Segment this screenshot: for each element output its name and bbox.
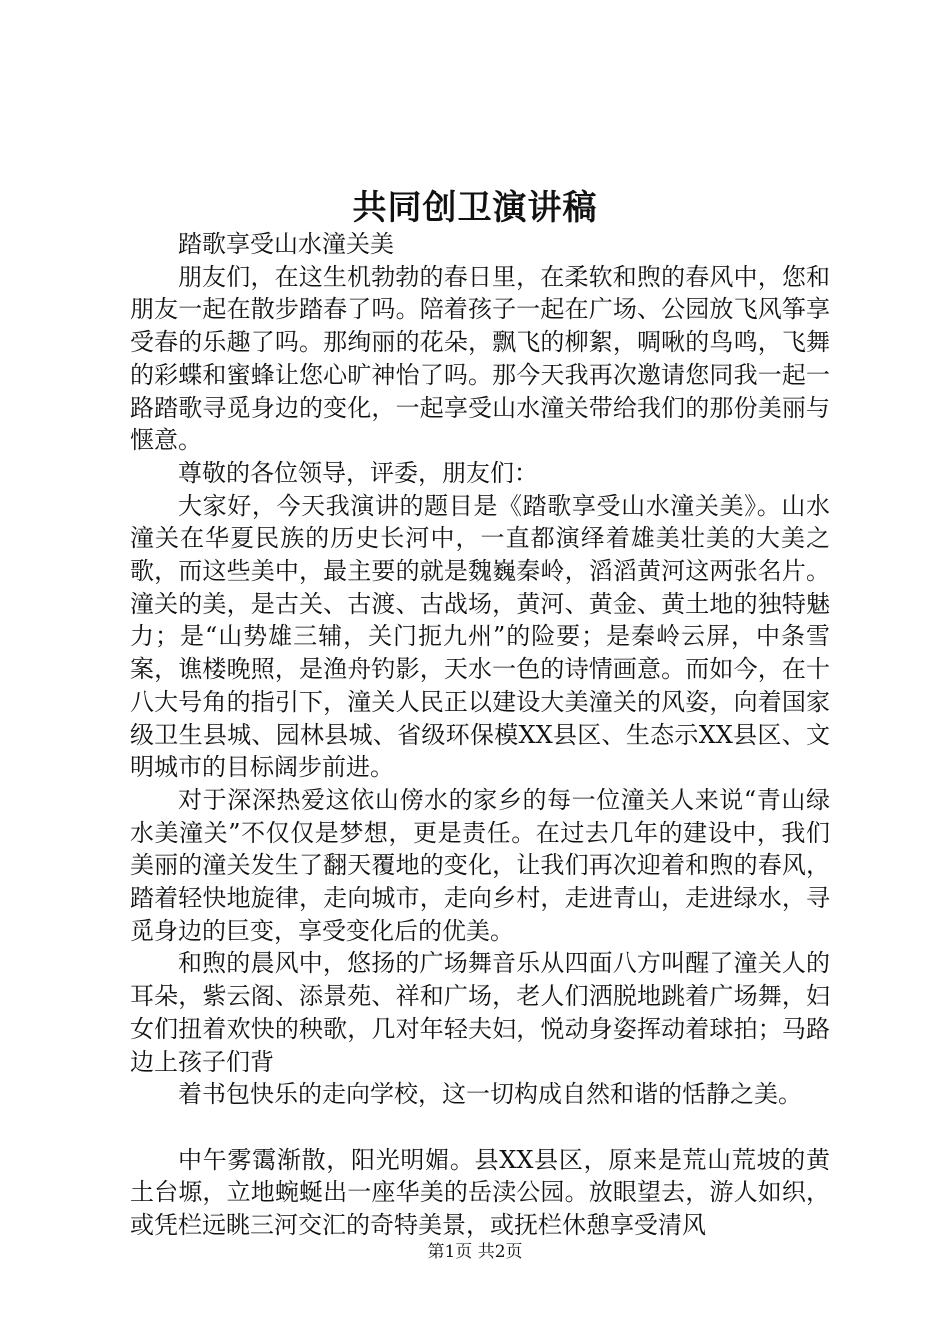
paragraph: 对于深深热爱这依山傍水的家乡的每一位潼关人来说“青山绿水美潼关”不仅仅是梦想，更是责任。在过去几年的建设中，我们美丽的潼关发生了翻天覆地的变化，让我们再次迎着和煦的春风，踏着轻快地旋律，走向城市，走向乡村，走进青山，走进绿水，寻觅身边的巨变，享受变化后的优美。 bbox=[130, 785, 830, 945]
document-title: 共同创卫演讲稿 bbox=[352, 188, 598, 228]
paragraph-salutation: 尊敬的各位领导，评委，朋友们： bbox=[178, 458, 538, 487]
document-body bbox=[130, 228, 830, 1242]
paragraph: 着书包快乐的走向学校，这一切构成自然和谐的恬静之美。 bbox=[178, 1080, 802, 1109]
page-number: 第1页 共2页 bbox=[427, 1242, 523, 1262]
paragraph: 朋友们，在这生机勃勃的春日里，在柔软和煦的春风中，您和朋友一起在散步踏春了吗。陪着孩子一起在广场、公园放飞风筝享受春的乐趣了吗。那绚丽的花朵，飘飞的柳絮，啁啾的鸟鸣，飞舞的彩蝶和蜜蜂让您心旷神怡了吗。那今天我再次邀请您同我一起一路踏歌寻觅身边的变化，一起享受山水潼关带给我们的那份美丽与惬意。 bbox=[130, 262, 830, 455]
paragraph: 和煦的晨风中，悠扬的广场舞音乐从四面八方叫醒了潼关人的耳朵，紫云阁、添景苑、祥和广场，老人们洒脱地跳着广场舞，妇女们扭着欢快的秧歌，几对年轻夫妇，悦动身姿挥动着球拍；马路边上孩子们背 bbox=[130, 949, 830, 1076]
paragraph: 大家好，今天我演讲的题目是《踏歌享受山水潼关美》。山水潼关在华夏民族的历史长河中，一直都演绎着雄美壮美的大美之歌，而这些美中，最主要的就是魏巍秦岭，滔滔黄河这两张名片。潼关的美，是古关、古渡、古战场，黄河、黄金、黄土地的独特魅力；是“山势雄三辅，关门扼九州”的险要；是秦岭云屏，中条雪案，谯楼晚照，是渔舟钓影，天水一色的诗情画意。而如今，在十八大号角的指引下，潼关人民正以建设大美潼关的风姿，向着国家级卫生县城、园林县城、省级环保模XX县区、生态示XX县区、文明城市的目标阔步前进。 bbox=[130, 491, 830, 782]
paragraph: 中午雾霭渐散，阳光明媚。县XX县区，原来是荒山荒坡的黄土台塬，立地蜿蜒出一座华美的岳渎公园。放眼望去，游人如织，或凭栏远眺三河交汇的奇特美景，或抚栏休憩享受清风 bbox=[130, 1145, 830, 1240]
paragraph-subtitle: 踏歌享受山水潼关美 bbox=[178, 230, 394, 258]
